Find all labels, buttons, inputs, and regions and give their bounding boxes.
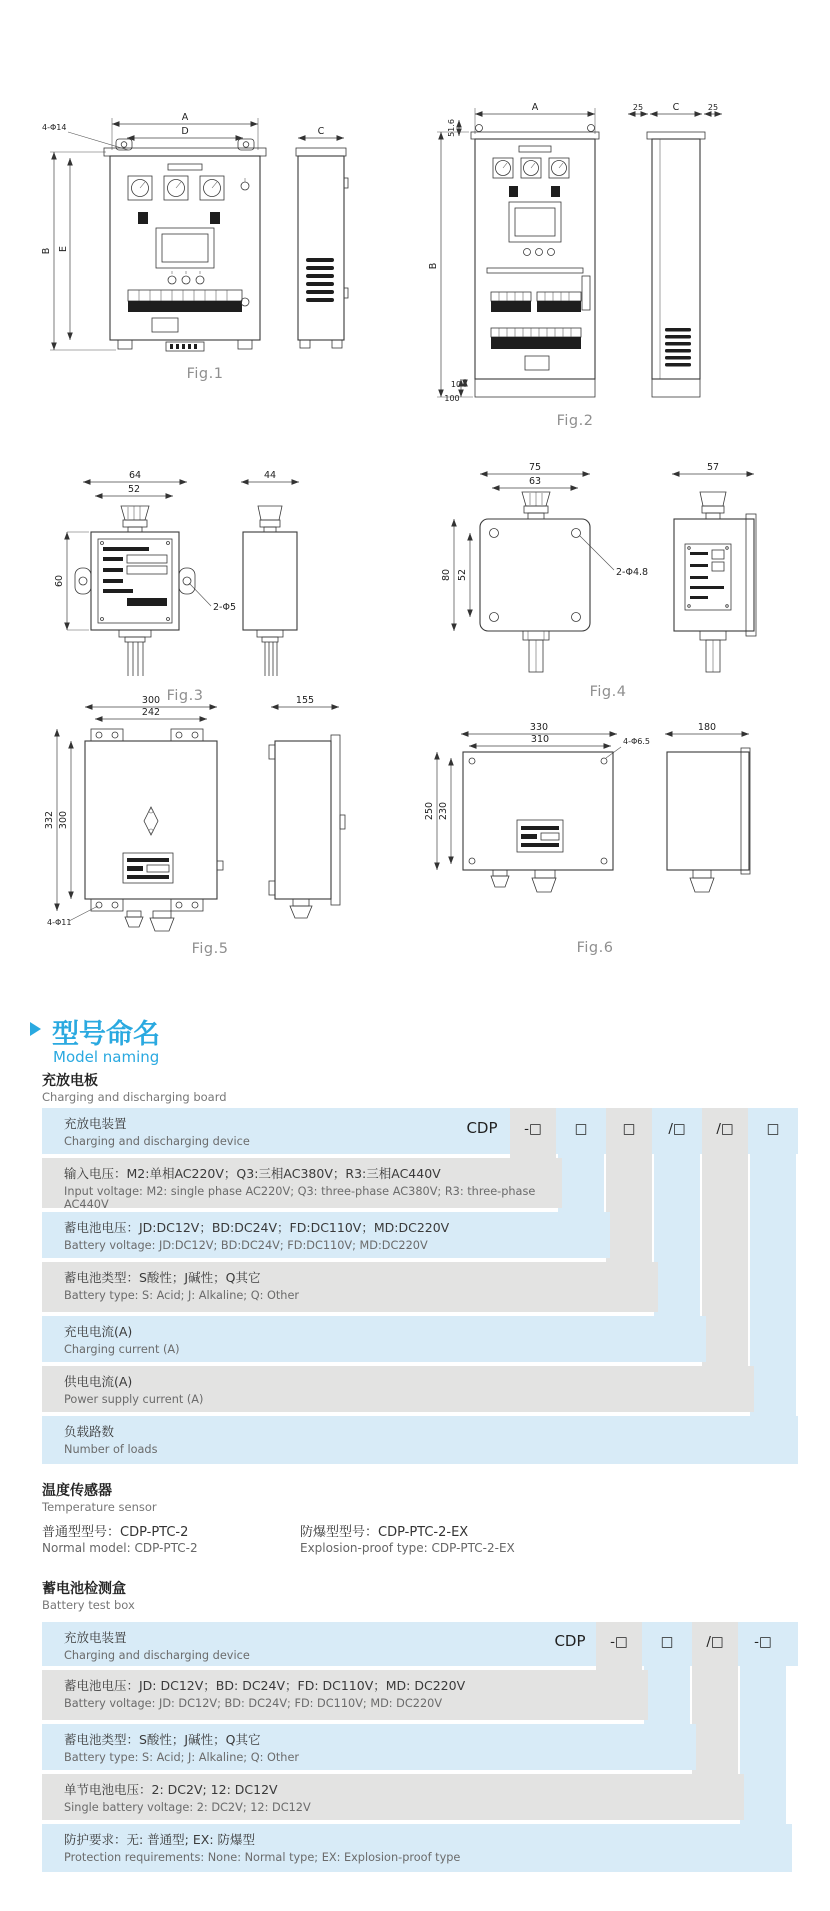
- fig1-dim-B: B: [41, 247, 52, 255]
- board-heading-en: Charging and discharging board: [42, 1090, 227, 1104]
- fig3-dims: [55, 470, 299, 630]
- fig3-dim-60: 60: [55, 574, 65, 588]
- fig3-dim-44: 44: [263, 470, 277, 481]
- row-text-en: Battery voltage: JD:DC12V; BD:DC24V; FD:DC110V; MD:DC220V: [64, 1239, 428, 1252]
- row-text-zh: 蓄电池类型：S酸性；J碱性；Q其它: [64, 1732, 261, 1747]
- fig5-dims: [45, 695, 339, 927]
- table-row-battery-type: [42, 1262, 658, 1312]
- figure-1: [40, 108, 370, 382]
- fig5-side-view: [269, 735, 345, 918]
- fig2-dim-25l: 25: [632, 103, 644, 112]
- table-row-input-voltage: [42, 1158, 562, 1211]
- table-row-single-battery-voltage: [42, 1774, 744, 1820]
- row-text-en: Battery voltage: JD: DC12V; BD: DC24V; FD: DC110V; MD: DC220V: [64, 1697, 443, 1710]
- fig2-dim-10: 10: [450, 380, 462, 389]
- table-row-number-of-loads: [42, 1416, 798, 1464]
- fig4-label: Fig.4: [589, 684, 627, 700]
- row-text-en: Single battery voltage: 2: DC2V; 12: DC12V: [64, 1801, 311, 1814]
- fig5-dim-332: 332: [45, 810, 55, 830]
- model-code-box: -□: [524, 1121, 542, 1137]
- fig3-front-view: [75, 506, 195, 676]
- fig4-dim-75: 75: [528, 462, 542, 473]
- fig1-side-view: [296, 148, 348, 348]
- fig1-front-view: [104, 139, 266, 351]
- table-row-supply-current: [42, 1366, 754, 1412]
- fig5-dim-155: 155: [295, 695, 315, 706]
- fig6-dim-330: 330: [529, 722, 549, 733]
- fig6-dim-180: 180: [697, 722, 717, 733]
- fig1-label: Fig.1: [186, 366, 224, 382]
- device-label-en: Charging and discharging device: [64, 1649, 250, 1662]
- section-bullet-icon: [30, 1022, 41, 1036]
- row-text-en: Number of loads: [64, 1443, 158, 1456]
- section-title-zh: 型号命名: [52, 1019, 160, 1050]
- fig6-drawing: [425, 722, 765, 932]
- model-code-box: □: [574, 1121, 588, 1137]
- device-label-en: Charging and discharging device: [64, 1135, 250, 1148]
- model-prefix: CDP: [466, 1119, 498, 1137]
- row-text-en: Protection requirements: None: Normal type; EX: Explosion-proof type: [64, 1851, 461, 1864]
- testbox-heading-zh: 蓄电池检测盒: [42, 1581, 126, 1597]
- model-code-box: □: [660, 1634, 674, 1650]
- fig1-dim-C: C: [317, 126, 325, 137]
- fig3-side-view: [243, 506, 297, 676]
- fig4-holes-label: 2-Φ4.8: [616, 567, 649, 578]
- row-text-en: Battery type: S: Acid; J: Alkaline; Q: Other: [64, 1751, 300, 1764]
- fig5-dim-242: 242: [141, 707, 161, 718]
- fig1-dim-D: D: [181, 126, 189, 137]
- fig4-dim-52: 52: [457, 568, 468, 582]
- code-column-stripe: [750, 1108, 796, 1416]
- fig2-drawing: [425, 100, 725, 405]
- fig5-dim-300o: 300: [141, 695, 161, 706]
- row-text-en: Battery type: S: Acid; J: Alkaline; Q: Other: [64, 1289, 300, 1302]
- sensor-ex-model-en: Explosion-proof type: CDP-PTC-2-EX: [300, 1541, 515, 1555]
- device-label-zh: 充放电装置: [64, 1630, 127, 1645]
- fig2-side-view: [647, 132, 705, 397]
- fig4-dim-57: 57: [706, 462, 720, 473]
- fig4-side-view: [674, 492, 756, 672]
- fig6-side-view: [667, 748, 750, 892]
- fig3-dim-52: 52: [127, 484, 141, 495]
- fig5-holes-label: 4-Φ11: [47, 918, 72, 927]
- row-text-zh: 蓄电池电压：JD: DC12V；BD: DC24V；FD: DC110V；MD: DC220V: [64, 1678, 466, 1693]
- model-code-box: /□: [668, 1121, 686, 1137]
- fig1-holes-label: 4-Φ14: [42, 123, 67, 132]
- testbox-heading-en: Battery test box: [42, 1598, 135, 1612]
- figure-5: [45, 695, 375, 957]
- row-text-zh: 单节电池电压：2: DC2V; 12: DC12V: [64, 1782, 278, 1797]
- fig3-label: Fig.3: [166, 688, 204, 704]
- fig5-front-view: [85, 729, 223, 931]
- fig2-front-view: [471, 125, 599, 398]
- row-text-zh: 充电电流(A): [64, 1324, 133, 1339]
- fig6-front-view: [463, 752, 613, 892]
- row-text-zh: 输入电压：M2:单相AC220V；Q3:三相AC380V；R3:三相AC440V: [64, 1166, 441, 1181]
- fig5-dim-300i: 300: [58, 810, 69, 830]
- table-row-battery-type: [42, 1724, 696, 1770]
- model-code-box: □: [622, 1121, 636, 1137]
- fig2-dim-C: C: [672, 102, 680, 113]
- device-label-zh: 充放电装置: [64, 1116, 127, 1131]
- fig2-dim-B: B: [428, 262, 439, 270]
- section-title-en: Model naming: [53, 1048, 160, 1066]
- sensor-normal-model-en: Normal model: CDP-PTC-2: [42, 1541, 198, 1555]
- row-text-zh: 蓄电池电压：JD:DC12V；BD:DC24V；FD:DC110V；MD:DC220V: [64, 1220, 450, 1235]
- row-text-zh: 供电电流(A): [64, 1374, 133, 1389]
- model-code-box: /□: [716, 1121, 734, 1137]
- fig4-front-view: [480, 492, 590, 672]
- fig4-drawing: [438, 462, 778, 676]
- row-text-en: Charging current (A): [64, 1343, 180, 1356]
- row-text-zh: 负载路数: [64, 1424, 115, 1439]
- sensor-ex-model-zh: 防爆型型号：CDP-PTC-2-EX: [300, 1525, 469, 1540]
- model-prefix: CDP: [554, 1632, 586, 1650]
- table-row-battery-voltage: [42, 1670, 648, 1720]
- fig2-dim-100: 100: [444, 394, 460, 403]
- table-row-battery-voltage: [42, 1212, 610, 1258]
- row-text-zh: 蓄电池类型：S酸性；J碱性；Q其它: [64, 1270, 261, 1285]
- figure-4: [438, 462, 778, 700]
- table-row-charging-current: [42, 1316, 706, 1362]
- model-code-box: □: [766, 1121, 780, 1137]
- fig1-dim-A: A: [181, 112, 189, 123]
- fig6-dim-250: 250: [425, 801, 435, 821]
- figure-2: [425, 100, 725, 429]
- fig2-dim-top: 51.6: [447, 119, 456, 137]
- fig6-dim-230: 230: [438, 801, 449, 821]
- sensor-heading-en: Temperature sensor: [42, 1500, 157, 1514]
- fig4-dim-63: 63: [528, 476, 542, 487]
- fig3-holes-label: 2-Φ5: [213, 602, 236, 613]
- fig5-label: Fig.5: [191, 941, 229, 957]
- row-text-en: Input voltage: M2: single phase AC220V; Q3: three-phase AC380V; R3: three-phase AC440V: [64, 1185, 536, 1211]
- figure-3: [55, 468, 315, 704]
- row-text-zh: 防护要求：无: 普通型; EX: 防爆型: [64, 1832, 256, 1847]
- row-text-en: Power supply current (A): [64, 1393, 204, 1406]
- board-heading-zh: 充放电板: [42, 1073, 98, 1089]
- fig4-dims: [441, 462, 754, 631]
- fig6-dims: [425, 722, 749, 870]
- model-code-box: /□: [706, 1634, 724, 1650]
- sensor-heading-zh: 温度传感器: [42, 1483, 112, 1499]
- model-table-board: [42, 1108, 798, 1464]
- fig3-dim-64: 64: [128, 470, 142, 481]
- sensor-normal-model-zh: 普通型型号：CDP-PTC-2: [42, 1525, 189, 1540]
- model-code-box: -□: [610, 1634, 628, 1650]
- fig6-label: Fig.6: [576, 940, 614, 956]
- fig5-drawing: [45, 695, 375, 933]
- fig1-dim-E: E: [58, 245, 69, 253]
- figure-6: [425, 722, 765, 956]
- fig3-drawing: [55, 468, 315, 680]
- fig1-drawing: [40, 108, 370, 358]
- fig4-dim-80: 80: [441, 568, 452, 582]
- fig2-label: Fig.2: [556, 413, 594, 429]
- fig2-dim-25r: 25: [707, 103, 719, 112]
- model-table-testbox: [42, 1622, 798, 1872]
- fig6-holes-label: 4-Φ6.5: [623, 737, 650, 746]
- fig6-dim-310: 310: [530, 734, 550, 745]
- model-code-box: -□: [754, 1634, 772, 1650]
- fig2-dim-A: A: [531, 102, 539, 113]
- table-row-protection: [42, 1824, 792, 1872]
